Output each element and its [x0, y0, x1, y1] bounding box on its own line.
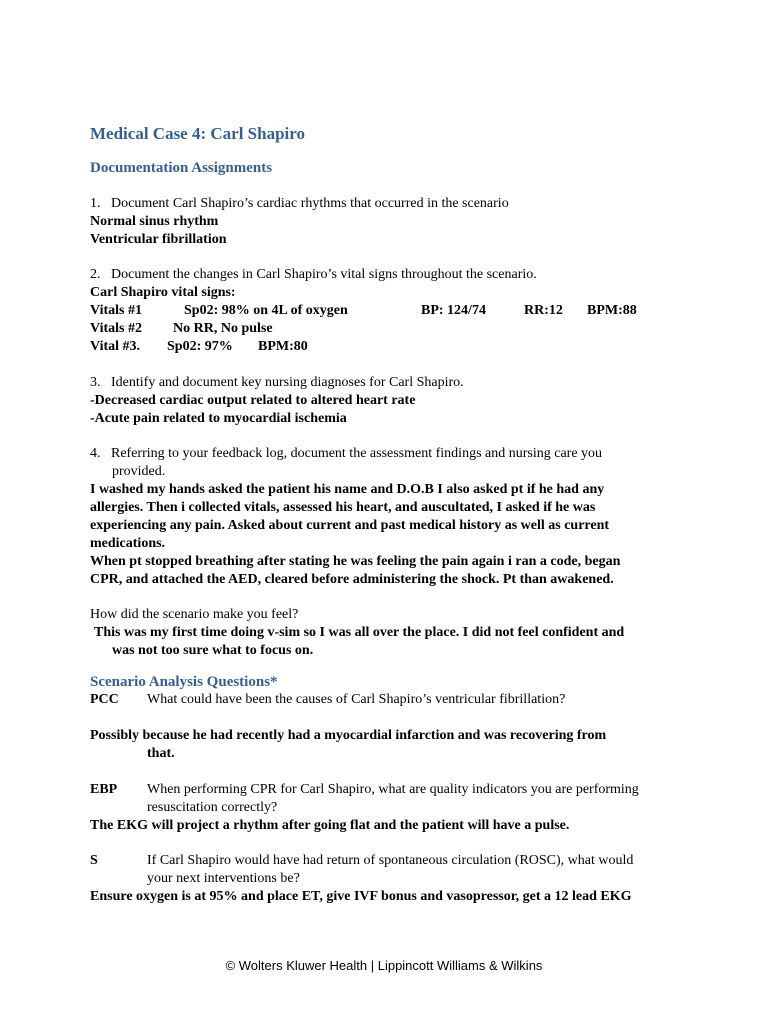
- vitals-text: No RR, No pulse: [173, 321, 273, 336]
- answer-line: allergies. Then i collected vitals, assessed his heart, and auscultated, I asked if he was: [90, 500, 596, 515]
- question-number: 3.: [90, 375, 101, 390]
- vitals-rr: RR:12: [524, 303, 563, 318]
- question-1: [90, 195, 509, 213]
- vitals-label: Vitals #1: [90, 303, 142, 318]
- ebp-question: [90, 781, 690, 799]
- answer-line: that.: [147, 746, 175, 761]
- question-number: 4.: [90, 446, 101, 461]
- answer-line: -Acute pain related to myocardial ischemia: [90, 411, 347, 426]
- vitals-label: Vitals #2: [90, 321, 142, 336]
- page-title: Medical Case 4: Carl Shapiro: [90, 124, 306, 143]
- question-text-continued: provided.: [112, 464, 166, 479]
- question-2: [90, 266, 537, 284]
- section-heading-documentation: Documentation Assignments: [90, 160, 273, 176]
- answer-line: was not too sure what to focus on.: [112, 643, 314, 658]
- question-text-continued: your next interventions be?: [147, 871, 300, 886]
- answer-line: CPR, and attached the AED, cleared before administering the shock. Pt than awakened.: [90, 572, 614, 587]
- answer-line: -Decreased cardiac output related to altered heart rate: [90, 393, 416, 408]
- question-4: [90, 445, 602, 463]
- answer-line: This was my first time doing v-sim so I was all over the place. I did not feel confident and: [94, 625, 625, 640]
- question-text: Referring to your feedback log, document the assessment findings and nursing care you: [111, 446, 603, 461]
- question-label: EBP: [90, 782, 118, 797]
- vitals-spo2: Sp02: 97%: [167, 339, 233, 354]
- question-label: S: [90, 853, 98, 868]
- question-text: What could have been the causes of Carl Shapiro’s ventricular fibrillation?: [147, 692, 566, 707]
- question-text: Document the changes in Carl Shapiro’s vital signs throughout the scenario.: [111, 267, 537, 282]
- answer-line: Possibly because he had recently had a myocardial infarction and was recovering from: [90, 728, 607, 743]
- answer-line: medications.: [90, 536, 166, 551]
- answer-line: Ventricular fibrillation: [90, 232, 227, 247]
- vitals-bp: BP: 124/74: [421, 303, 486, 318]
- question-text: Identify and document key nursing diagnoses for Carl Shapiro.: [111, 375, 464, 390]
- vitals-row-3: [90, 338, 690, 356]
- pcc-question: [90, 691, 690, 709]
- vitals-row-2: [90, 320, 690, 338]
- question-3: [90, 374, 464, 392]
- question-number: 2.: [90, 267, 101, 282]
- vitals-spo2: Sp02: 98% on 4L of oxygen: [184, 303, 348, 318]
- answer-line: When pt stopped breathing after stating he was feeling the pain again i ran a code, began: [90, 554, 621, 569]
- reflection-question: How did the scenario make you feel?: [90, 607, 299, 622]
- vitals-row-1: [90, 302, 690, 320]
- answer-line: experiencing any pain. Asked about current and past medical history as well as current: [90, 518, 610, 533]
- question-text: If Carl Shapiro would have had return of spontaneous circulation (ROSC), what would: [147, 853, 634, 868]
- question-text: Document Carl Shapiro’s cardiac rhythms that occurred in the scenario: [111, 196, 509, 211]
- answer-line: Normal sinus rhythm: [90, 214, 219, 229]
- section-heading-scenario-analysis: Scenario Analysis Questions*: [90, 674, 278, 690]
- vitals-label: Vital #3.: [90, 339, 141, 354]
- answer-line: I washed my hands asked the patient his name and D.O.B I also asked pt if he had any: [90, 482, 605, 497]
- s-question: [90, 852, 690, 870]
- question-label: PCC: [90, 692, 119, 707]
- vitals-bpm: BPM:80: [258, 339, 308, 354]
- answer-line: The EKG will project a rhythm after going flat and the patient will have a pulse.: [90, 818, 570, 833]
- page-footer: © Wolters Kluwer Health | Lippincott Williams & Wilkins: [225, 958, 543, 973]
- vitals-bpm: BPM:88: [587, 303, 637, 318]
- vitals-heading: Carl Shapiro vital signs:: [90, 285, 236, 300]
- question-text-continued: resuscitation correctly?: [147, 800, 278, 815]
- question-text: When performing CPR for Carl Shapiro, what are quality indicators you are performing: [147, 782, 639, 797]
- answer-line: Ensure oxygen is at 95% and place ET, give IVF bonus and vasopressor, get a 12 lead EKG: [90, 889, 632, 904]
- question-number: 1.: [90, 196, 101, 211]
